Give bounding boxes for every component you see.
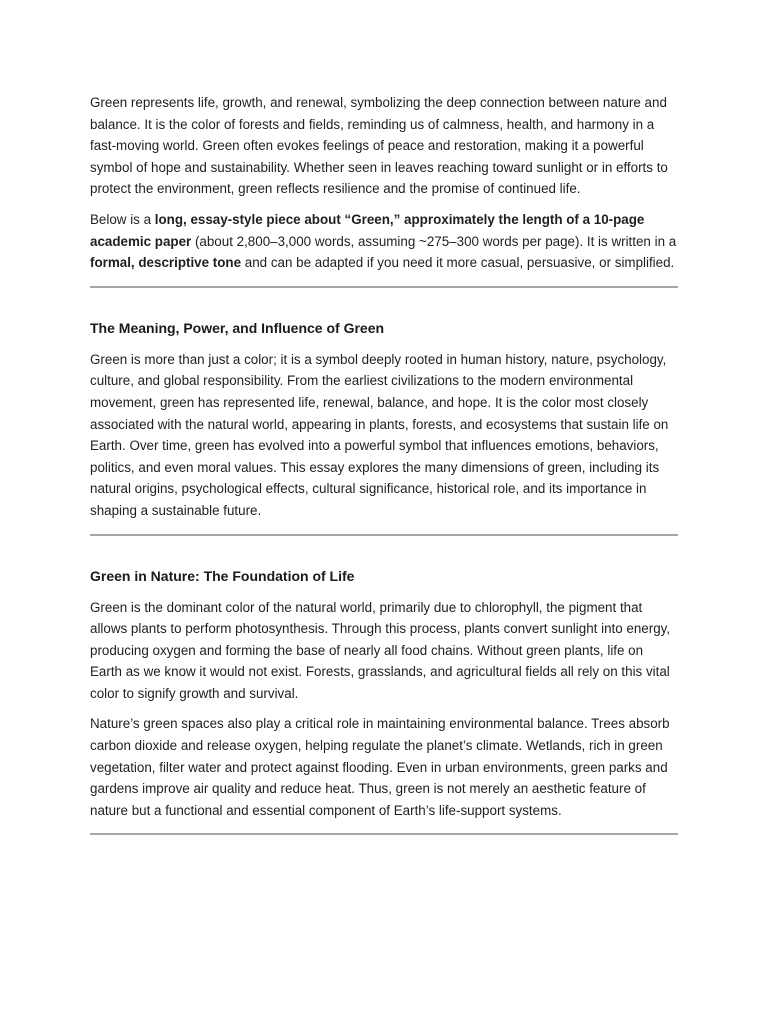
section-paragraph: Nature’s green spaces also play a critical role in maintaining environmental balance. Trees absorb carbon dioxide and release oxygen, helping regulate the planet’s climate. Wetlands, rich in green vegetation, filter water and protect against flooding. Even in urban environments, green parks and gardens improve air quality and reduce heat. Thus, green is not merely an aesthetic feature of nature but a functional and essential component of Earth’s life-support systems. (90, 716, 670, 818)
document-page (90, 92, 678, 835)
intro-note-text: (about 2,800–3,000 words, assuming ~275–300 words per page). It is written in a (191, 233, 677, 249)
section-divider (90, 286, 678, 288)
intro-note-emphasis: formal, descriptive tone (90, 255, 242, 271)
section-heading: The Meaning, Power, and Influence of Green (90, 319, 385, 336)
section-divider (90, 833, 678, 835)
section-divider (90, 534, 678, 536)
intro-note-paragraph (90, 209, 678, 274)
section-paragraph: Green is the dominant color of the natural world, primarily due to chlorophyll, the pigment that allows plants to perform photosynthesis. Through this process, plants convert sunlight into energy, producing oxygen and forming the base of nearly all food chains. Without green plants, life on Earth as we know it would not exist. Forests, grasslands, and agricultural fields all rely on this vital color to signify growth and survival. (90, 599, 671, 701)
section-paragraph: Green is more than just a color; it is a symbol deeply rooted in human history, nature, psychology, culture, and global responsibility. From the earliest civilizations to the modern environmental movement, green has represented life, renewal, balance, and hope. It is the color most closely associated with the natural world, appearing in plants, forests, and ecosystems that sustain life on Earth. Over time, green has evolved into a powerful symbol that influences emotions, behaviors, politics, and even moral values. This essay explores the many dimensions of green, including its natural origins, psychological effects, cultural significance, historical role, and its importance in shaping a sustainable future. (90, 351, 669, 518)
intro-note-text: Below is a (90, 211, 155, 227)
intro-note-emphasis: long, essay-style piece about “Green,” approximately the length of a 10-page academic paper (90, 211, 645, 249)
intro-note-text: and can be adapted if you need it more casual, persuasive, or simplified. (241, 255, 675, 271)
section-heading: Green in Nature: The Foundation of Life (90, 567, 355, 584)
intro-paragraph: Green represents life, growth, and renewal, symbolizing the deep connection between nature and balance. It is the color of forests and fields, reminding us of calmness, health, and harmony in a fast-moving world. Green often evokes feelings of peace and restoration, making it a powerful symbol of hope and sustainability. Whether seen in leaves reaching toward sunlight or in efforts to protect the environment, green reflects resilience and the promise of continued life. (90, 95, 668, 197)
